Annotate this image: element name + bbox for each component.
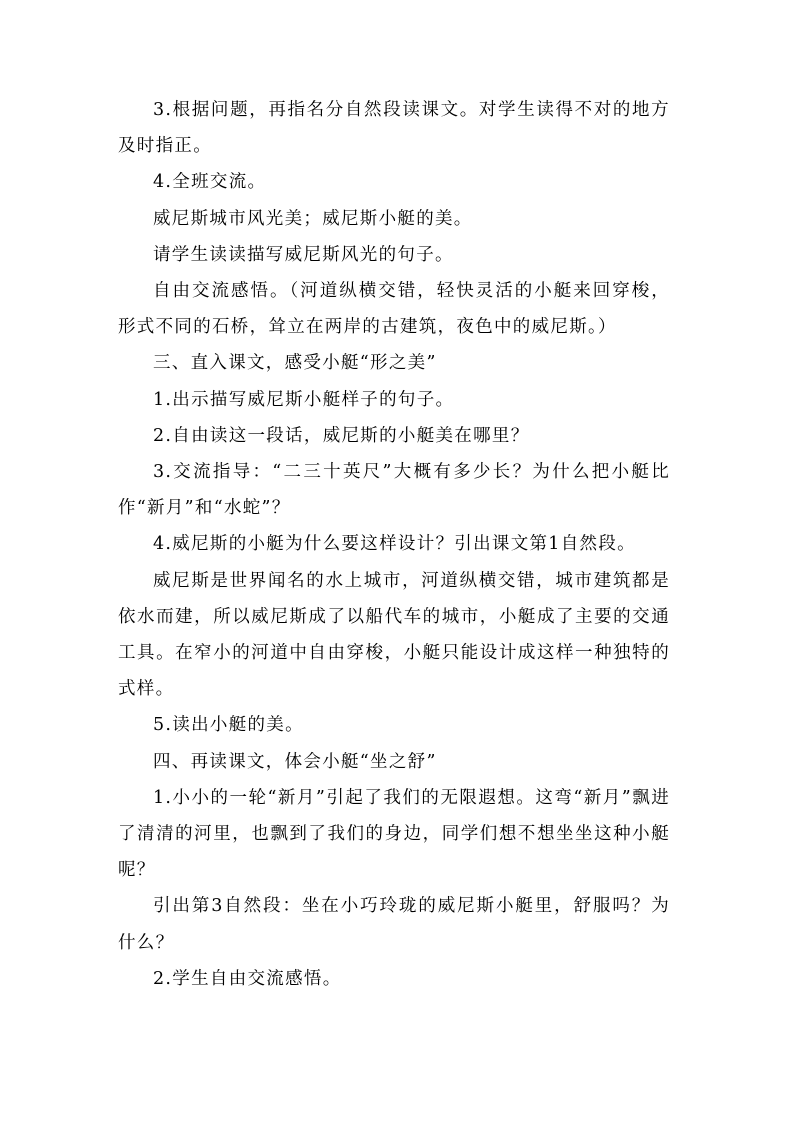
paragraph-class-exchange: 4.全班交流。: [153, 172, 267, 193]
paragraph-read-scenery: 请学生读读描写威尼斯风光的句子。: [153, 244, 454, 265]
paragraph-third-section: 引出第3自然段：坐在小巧玲珑的威尼斯小艇里，舒服吗？为什么？: [118, 896, 670, 953]
paragraph-student-discussion: 2.学生自由交流感悟。: [153, 968, 342, 989]
paragraph-new-moon: 1.小小的一轮“新月”引起了我们的无限遐想。这弯“新月”飘进了清清的河里，也飘到了我们的身边，同学们想不想坐坐这种小艇呢？: [118, 787, 670, 881]
paragraph-venice-explanation: 威尼斯是世界闻名的水上城市，河道纵横交错，城市建筑都是依水而建，所以威尼斯成了以船代车的城市，小艇成了主要的交通工具。在窄小的河道中自由穿梭，小艇只能设计成这样一种独特的式样。: [118, 570, 670, 700]
paragraph-free-reading: 2.自由读这一段话，威尼斯的小艇美在哪里？: [153, 425, 530, 446]
section-heading-ride-comfort: 四、再读课文，体会小艇“坐之舒”: [153, 751, 437, 772]
document-body: [118, 92, 670, 997]
paragraph-read-beauty: 5.读出小艇的美。: [153, 715, 304, 736]
paragraph-design-question: 4.威尼斯的小艇为什么要这样设计？引出课文第1自然段。: [153, 534, 636, 555]
section-heading-shape-beauty: 三、直入课文，感受小艇“形之美”: [153, 353, 437, 374]
paragraph-beauty-summary: 威尼斯城市风光美；威尼斯小艇的美。: [153, 208, 473, 229]
paragraph-show-sentences: 1.出示描写威尼斯小艇样子的句子。: [153, 389, 455, 410]
paragraph-exchange-guidance: 3.交流指导：“二三十英尺”大概有多少长？为什么把小艇比作“新月”和“水蛇”？: [118, 462, 670, 519]
paragraph-free-discussion: 自由交流感悟。（河道纵横交错，轻快灵活的小艇来回穿梭，形式不同的石桥，耸立在两岸的古建筑，夜色中的威尼斯。）: [118, 281, 670, 338]
paragraph-reading-instruction: 3.根据问题，再指名分自然段读课文。对学生读得不对的地方及时指正。: [118, 100, 670, 157]
